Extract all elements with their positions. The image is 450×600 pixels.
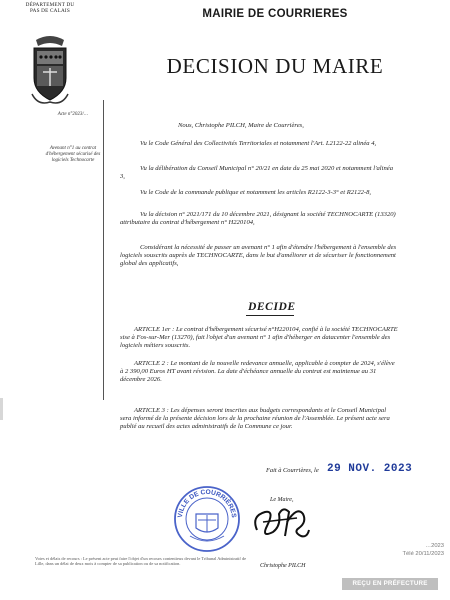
scan-edge-mark <box>0 398 3 420</box>
considerant-paragraph: Considérant la nécessité de passer un avenant n° 1 afin d'étendre l'hébergement à l'ensemble des logiciels souscrits auprès de TECHNOCARTE, dans le but d'améliorer et de sécuriser le fonctionnement global des applicatifs, <box>120 244 397 267</box>
margin-divider <box>103 100 104 400</box>
article-2: ARTICLE 2 : Le montant de la nouvelle redevance annuelle, applicable à compter de 2024, s'élève à 2 390,00 Euros HT avant révision. La date d'échéance annuelle du contrat est maintenue au 31 décembre 2026. <box>120 360 395 383</box>
handwritten-signature <box>245 492 315 550</box>
article-3: ARTICLE 3 : Les dépenses seront inscrites aux budgets correspondants et le Conseil Municipal sera informé de la présente décision lors de la prochaine réunion de l'Assemblée. Le présent acte sera publié au recueil des actes administratifs de la Commune ce jour. <box>120 407 390 430</box>
city-crest-logo <box>28 30 72 108</box>
transmission-stamp-fragments <box>380 542 444 558</box>
legal-recourse-footer: Voies et délais de recours : Le présent acte peut faire l'objet d'un recours contentieux devant le Tribunal Administratif de Lille, dans un délai de deux mois à compter de sa publication ou de sa notification. <box>35 556 247 567</box>
fait-a-label: Fait à Courrières, le <box>266 467 319 474</box>
act-reference: Acte n°2023/… <box>57 112 89 117</box>
vu-paragraph-1: Vu le Code Général des Collectivités Territoriales et notamment l'Art. L2122-22 alinéa 4, <box>140 140 377 147</box>
seal-text: VILLE DE COURRIÈRES <box>176 488 238 519</box>
article-1: ARTICLE 1er : Le contrat d'hébergement sécurisé n°H220104, confié à la société TECHNOCARTE sise à Fos-sur-Mer (13270), fait l'objet d'un avenant n° 1 afin d'héberger en datacenter l'ensemble des logiciels métiers souscrits. <box>120 326 398 349</box>
fragment-line-1: …2023 <box>425 543 444 549</box>
vu-paragraph-4: Vu la décision n° 2021/171 du 10 décembre 2021, désignant la société TECHNOCARTE (13320) attributaire du contrat d'hébergement n° H220104, <box>120 211 396 226</box>
vu-paragraph-2: Vu la délibération du Conseil Municipal n° 20/21 en date du 25 mai 2020 et notamment l'alinéa 3, <box>120 165 393 180</box>
intro-line: Nous, Christophe PILCH, Maire de Courrières, <box>178 122 304 129</box>
vu-paragraph-3: Vu le Code de la commande publique et notamment les articles R2122-3-3° et R2122-8, <box>140 189 372 196</box>
municipal-seal-stamp <box>172 484 242 554</box>
date-stamp: 29 NOV. 2023 <box>327 463 413 475</box>
decide-underline <box>246 315 294 316</box>
received-prefecture-stamp: REÇU EN PRÉFECTURE <box>342 578 438 590</box>
department-label: DÉPARTEMENT DU PAS DE CALAIS <box>25 2 75 15</box>
signer-name: Christophe PILCH <box>260 563 306 569</box>
decision-title: DECISION DU MAIRE <box>166 54 384 78</box>
fragment-line-2: Télé 20/11/2023 <box>402 551 444 557</box>
maire-label: Le Maire, <box>270 497 294 503</box>
decide-heading: DECIDE <box>248 301 296 313</box>
mairie-title: MAIRIE DE COURRIERES <box>202 8 348 20</box>
act-subject: Avenant n°1 au contrat d'hébergement sécurisé des logiciels Technocarte <box>45 146 101 163</box>
